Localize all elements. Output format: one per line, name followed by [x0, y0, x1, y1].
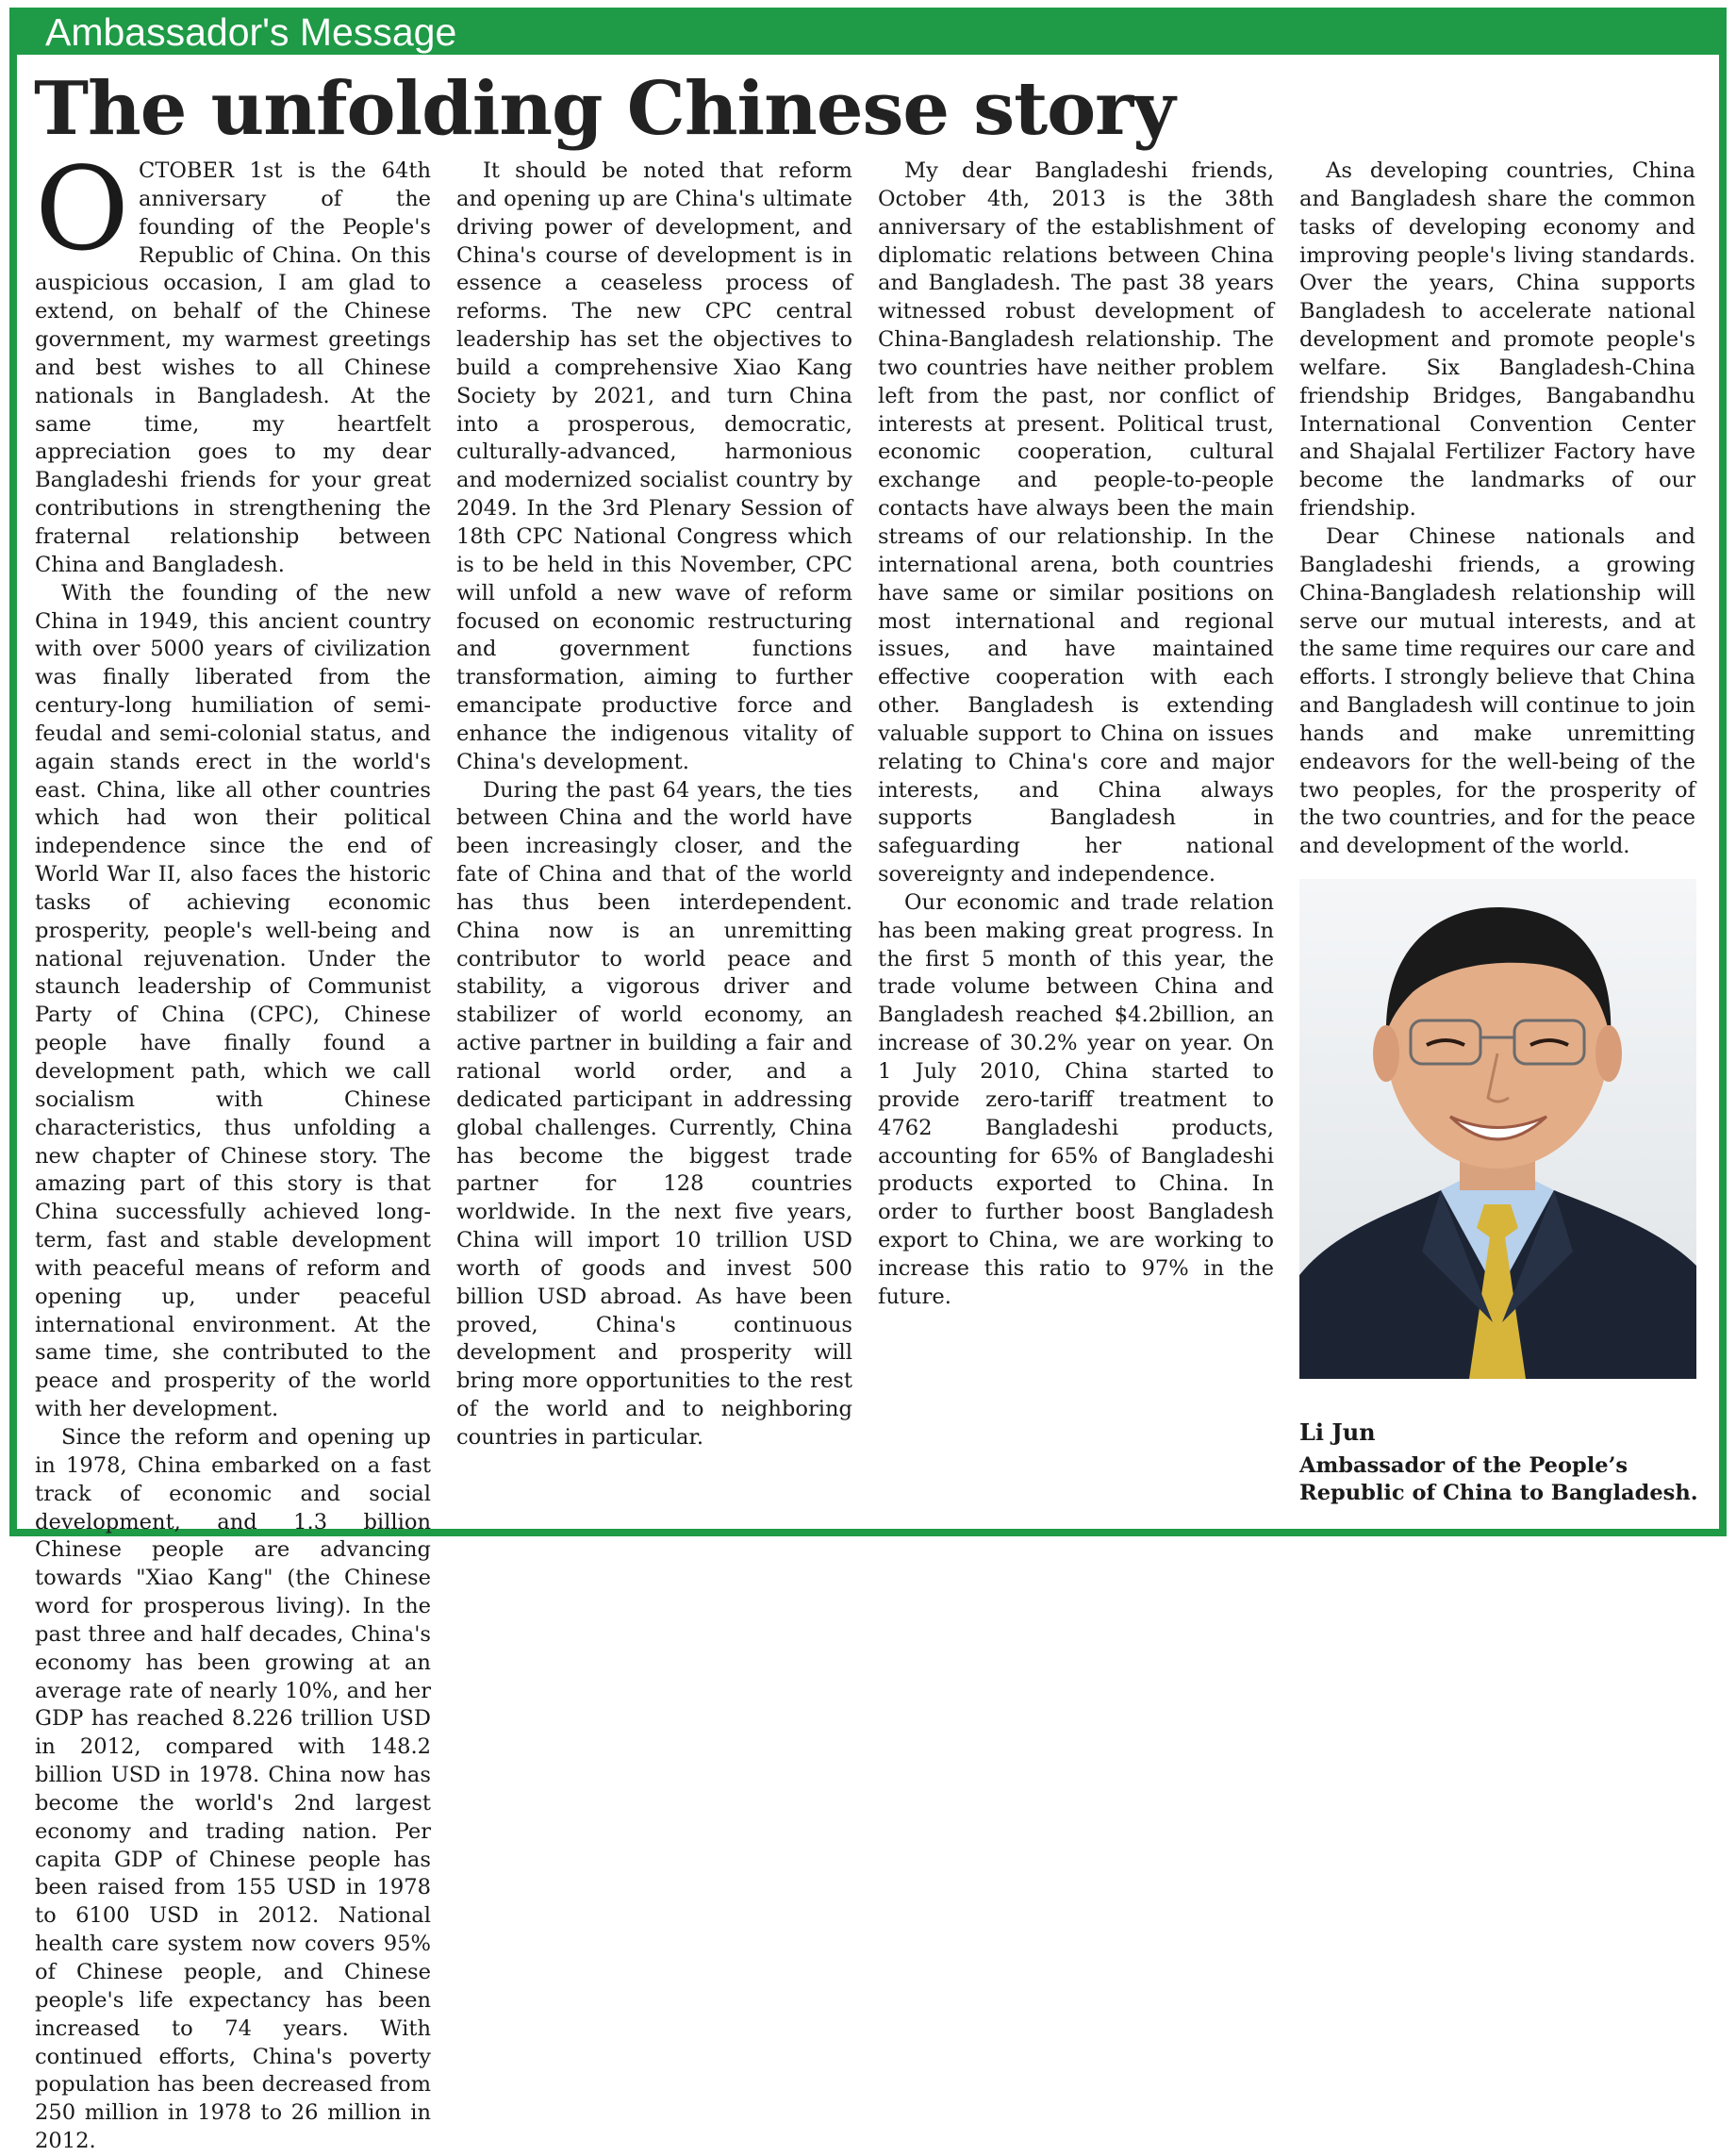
article-paragraph: During the past 64 years, the ties between China and the world have been increasingly closer, and the fate of China and that of the world has thus been interdependent. China now is an unremitting contributor to world peace and stability, a vigorous driver and stabilizer of world economy, an active partner in building a fair and rational world order, and a dedicated participant in addressing global challenges. Currently, China has become the biggest trade partner for 128 countries worldwide. In the next five years, China will import 10 trillion USD worth of goods and invest 500 billion USD abroad. As have been proved, China's continuous development and prosperity will bring more opportunities to the rest of the world and to neighboring countries in particular.	[456, 777, 852, 1450]
article-column-2	[456, 158, 852, 1516]
signature-title: Ambassador of the People’s Republic of China to Bangladesh.	[1299, 1453, 1698, 1505]
portrait-photo	[1299, 879, 1696, 1379]
article-paragraph: With the founding of the new China in 1949, this ancient country with over 5000 years of civilization was finally liberated from the century-long humiliation of semi-feudal and semi-colonial status, and again stands erect in the world's east. China, like all other countries which had won their political independence since the end of World War II, also faces the historic tasks of achieving economic prosperity, people's well-being and national rejuvenation. Under the staunch leadership of Communist Party of China (CPC), Chinese people have finally found a development path, which we call socialism with Chinese characteristics, thus unfolding a new chapter of Chinese story. The amazing part of this story is that China successfully achieved long-term, fast and stable development with peaceful means of reform and opening up, under peaceful international environment. At the same time, she contributed to the peace and prosperity of the world with her development.	[35, 580, 431, 1422]
article-column-3	[878, 158, 1274, 1516]
portrait-icon	[1299, 879, 1696, 1379]
article-paragraph: It should be noted that reform and opening up are China's ultimate driving power of development, and China's course of development is in essence a ceaseless process of reforms. The new CPC central leadership has set the objectives to build a comprehensive Xiao Kang Society by 2021, and turn China into a prosperous, democratic, culturally-advanced, harmonious and modernized socialist country by 2049. In the 3rd Plenary Session of 18th CPC National Congress which is to be held in this November, CPC will unfold a new wave of reform focused on economic restructuring and government functions transformation, aiming to further emancipate productive force and enhance the indigenous vitality of China's development.	[456, 158, 852, 774]
article-paragraph: Since the reform and opening up in 1978, China embarked on a fast track of economic and social development, and 1.3 billion Chinese people are advancing towards "Xiao Kang" (the Chinese word for prosperous living). In the past three and half decades, China's economy has been growing at an average rate of nearly 10%, and her GDP has reached 8.226 trillion USD in 2012, compared with 148.2 billion USD in 1978. China now has become the world's 2nd largest economy and trading nation. Per capita GDP of Chinese people has been raised from 155 USD in 1978 to 6100 USD in 2012. National health care system now covers 95% of Chinese people, and Chinese people's life expectancy has been increased to 74 years. With continued efforts, China's poverty population has been decreased from 250 million in 1978 to 26 million in 2012.	[35, 1424, 431, 2154]
article-column-4	[1299, 158, 1695, 874]
section-label: Ambassador's Message	[45, 10, 457, 54]
paragraph-text: CTOBER 1st is the 64th anniversary of the founding of the People's Republic of China. On this auspicious occasion, I am glad to extend, on behalf of the Chinese government, my warmest greetings and best wishes to all Chinese nationals in Bangladesh. At the same time, my heartfelt appreciation goes to my dear Bangladeshi friends for your great contributions in strengthening the fraternal relationship between China and Bangladesh.	[35, 158, 431, 577]
signature-name: Li Jun	[1299, 1418, 1376, 1446]
drop-cap: O	[35, 142, 130, 276]
article-paragraph: My dear Bangladeshi friends, October 4th, 2013 is the 38th anniversary of the establishment of diplomatic relations between China and Bangladesh. The past 38 years witnessed robust development of China-Bangladesh relationship. The two countries have neither problem left from the past, nor conflict of interests at present. Political trust, economic cooperation, cultural exchange and people-to-people contacts have always been the main streams of our relationship. In the international arena, both countries have same or similar positions on most international and regional issues, and have maintained effective cooperation with each other. Bangladesh is extending valuable support to China on issues relating to China's core and major interests, and China always supports Bangladesh in safeguarding her national sovereignty and independence.	[878, 158, 1274, 887]
headline: The unfolding Chinese story	[34, 66, 1175, 152]
article-paragraph: Dear Chinese nationals and Bangladeshi friends, a growing China-Bangladesh relationship will serve our mutual interests, and at the same time requires our care and efforts. I strongly believe that China and Bangladesh will continue to join hands and make unremitting endeavors for the well-being of the two peoples, for the prosperity of the two countries, and for the peace and development of the world.	[1299, 523, 1695, 859]
article-paragraph: Our economic and trade relation has been making great progress. In the first 5 month of this year, the trade volume between China and Bangladesh reached $4.2billion, an increase of 30.2% year on year. On 1 July 2010, China started to provide zero-tariff treatment to 4762 Bangladeshi products, accounting for 65% of Bangladeshi products exported to China. In order to further boost Bangladesh export to China, we are working to increase this ratio to 97% in the future.	[878, 889, 1274, 1309]
article-column-1	[35, 142, 431, 2154]
article-paragraph: As developing countries, China and Bangladesh share the common tasks of developing economy and improving people's living standards. Over the years, China supports Bangladesh to accelerate national development and promote people's welfare. Six Bangladesh-China friendship Bridges, Bangabandhu International Convention Center and Shajalal Fertilizer Factory have become the landmarks of our friendship.	[1299, 158, 1695, 522]
section-banner	[9, 8, 1727, 55]
article-paragraph	[35, 142, 431, 580]
